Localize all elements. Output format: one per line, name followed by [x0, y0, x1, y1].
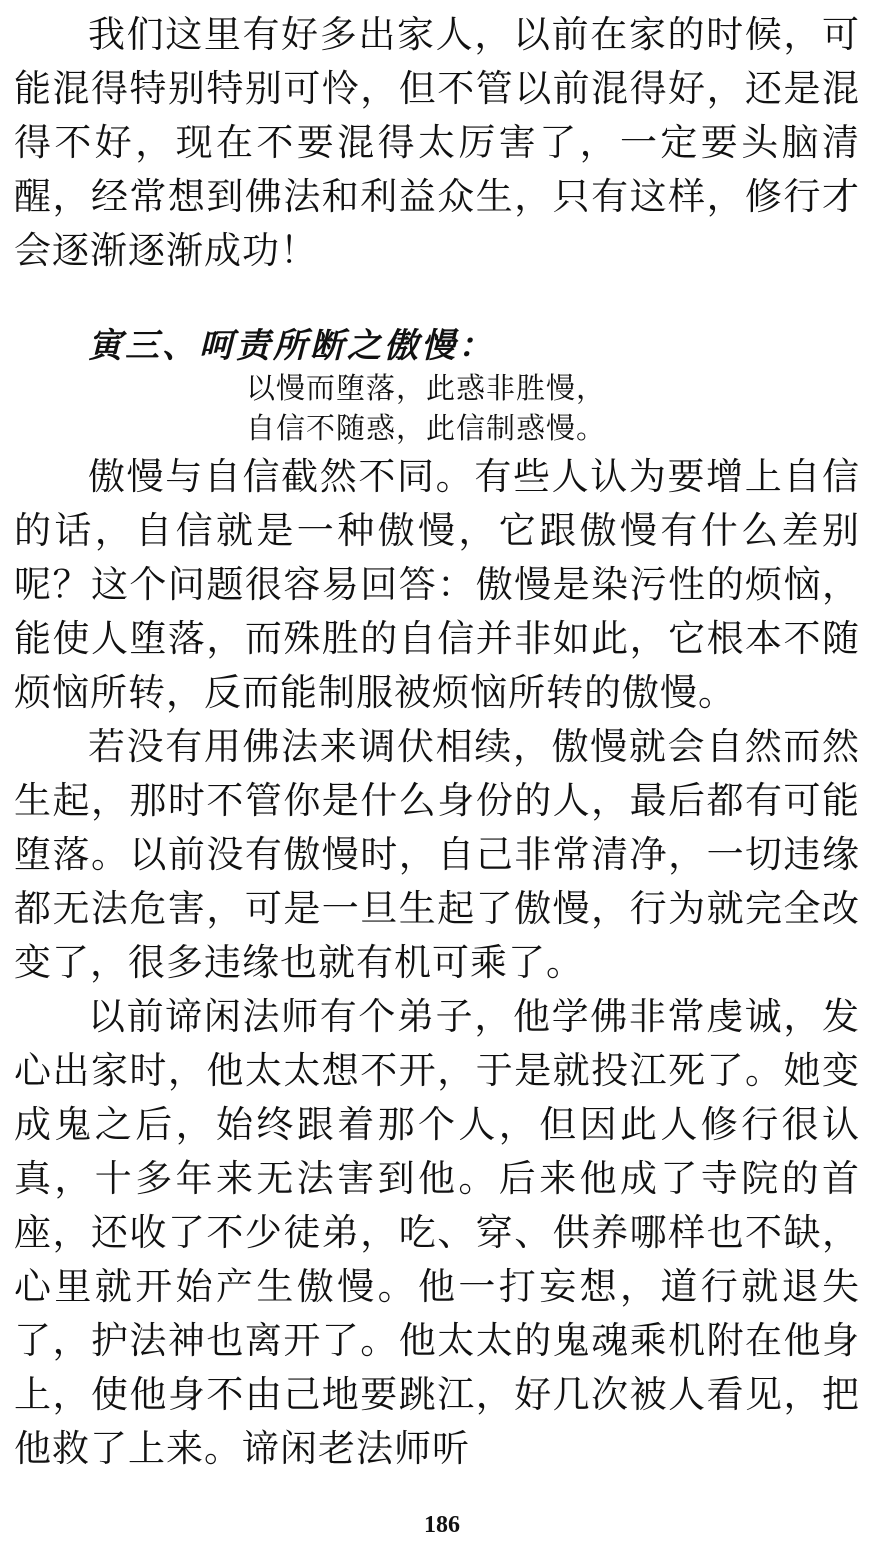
verse-line: 以慢而堕落，此惑非胜慢，: [246, 371, 607, 405]
paragraph-body: 若没有用佛法来调伏相续，傲慢就会自然而然生起，那时不管你是什么身份的人，最后都有可能堕落。以前没有傲慢时，自己非常清净，一切违缘都无法危害，可是一旦生起了傲慢，行为就完全改变了，很多违缘也就有机可乘了。: [14, 725, 860, 984]
paragraph-body: 以前谛闲法师有个弟子，他学佛非常虔诚，发心出家时，他太太想不开，于是就投江死了。她变成鬼之后，始终跟着那个人，但因此人修行很认真，十多年来无法害到他。后来他成了寺院的首座，还收了不少徒弟，吃、穿、供养哪样也不缺，心里就开始产生傲慢。他一打妄想，道行就退失了，护法神也离开了。他太太的鬼魂乘机附在他身上，使他身不由己地要跳江，好几次被人看见，把他救了上来。谛闲老法师听: [14, 995, 860, 1470]
paragraph-intro: 我们这里有好多出家人，以前在家的时候，可能混得特别特别可怜，但不管以前混得好，还是混得不好，现在不要混得太厉害了，一定要头脑清醒，经常想到佛法和利益众生，只有这样，修行才会逐渐逐渐成功！: [14, 13, 860, 272]
paragraph-body: 傲慢与自信截然不同。有些人认为要增上自信的话，自信就是一种傲慢，它跟傲慢有什么差别呢？这个问题很容易回答：傲慢是染污性的烦恼，能使人堕落，而殊胜的自信并非如此，它根本不随烦恼所转，反而能制服被烦恼所转的傲慢。: [14, 455, 860, 714]
verse-block: [14, 368, 860, 448]
section-heading: 寅三、呵责所断之傲慢：: [88, 326, 495, 366]
verse-line: 自信不随惑，此信制惑慢。: [246, 411, 607, 445]
page-number: 186: [424, 1512, 460, 1538]
